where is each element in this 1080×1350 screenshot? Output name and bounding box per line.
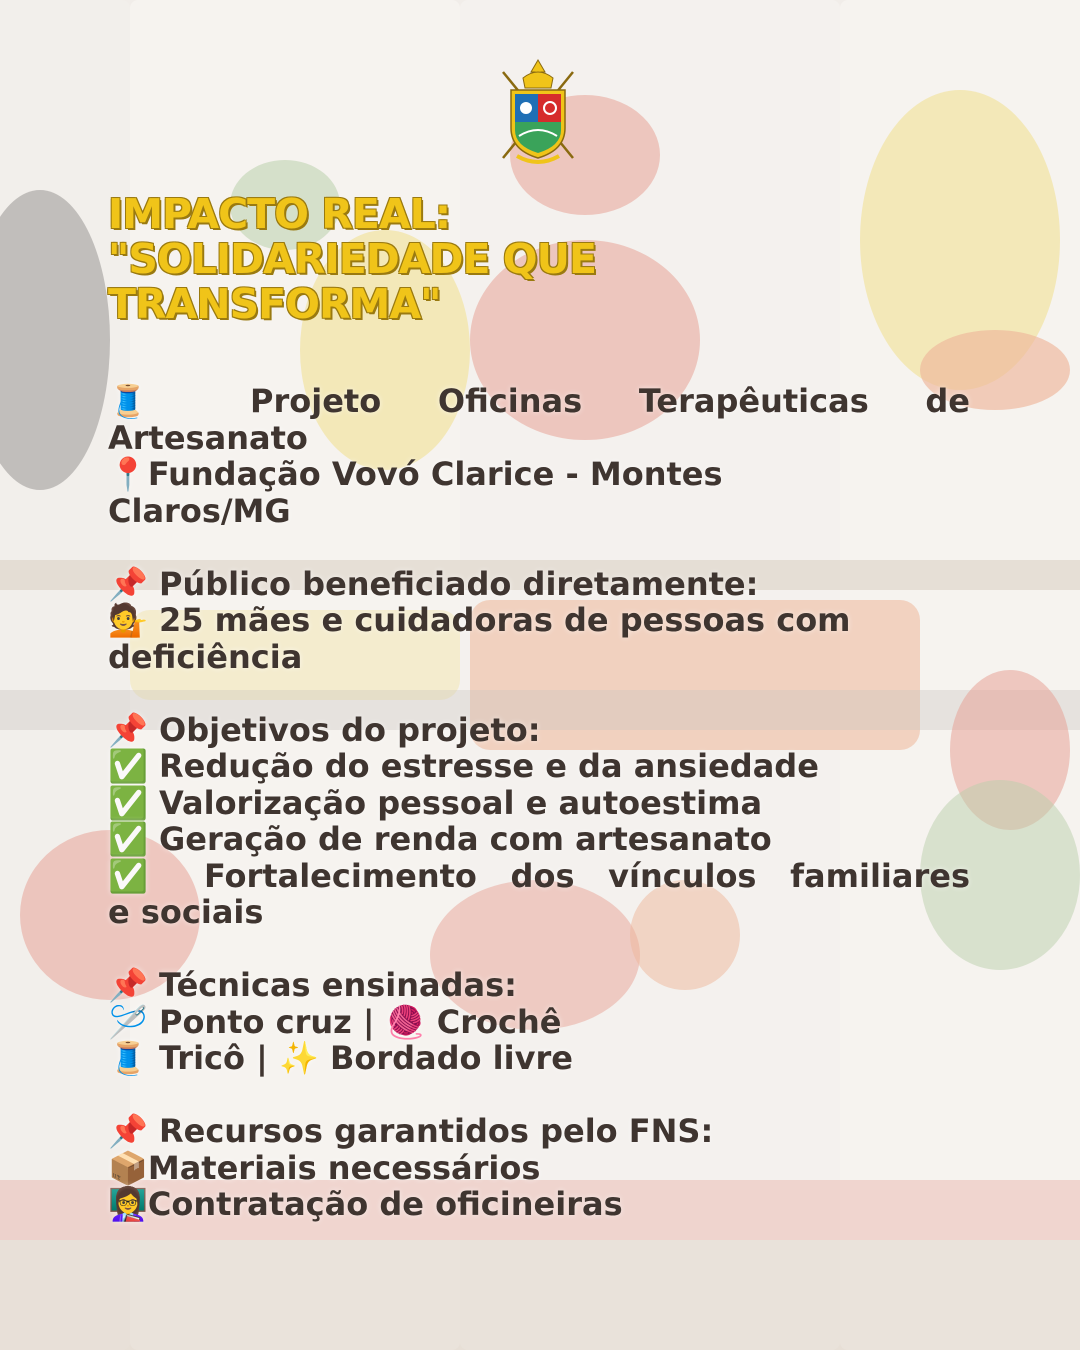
resource-item [108, 1186, 970, 1223]
technique-text: Crochê [425, 1002, 562, 1041]
technique-text: Bordado livre [318, 1039, 573, 1077]
pushpin-icon: 📌 [108, 966, 148, 1004]
objective-text: Fortalecimento dos vínculos familiares [170, 856, 971, 895]
woman-tipping-hand-icon: 💁 [108, 601, 148, 639]
resources-heading [108, 1113, 970, 1150]
page-title [108, 192, 728, 327]
techniques-heading [108, 967, 970, 1004]
check-mark-icon: ✅ [108, 820, 148, 858]
techniques-line-2 [108, 1040, 970, 1077]
technique-text: Ponto cruz | [147, 1002, 386, 1041]
project-name-cont: Artesanato [108, 418, 308, 457]
resource-item [108, 1150, 970, 1187]
sparkles-icon: ✨ [278, 1039, 319, 1077]
post-content [108, 383, 970, 1223]
title-line-3: TRANSFORMA" [108, 280, 441, 328]
objective-item [108, 821, 970, 858]
project-location-text: Fundação Vovó Clarice - Montes [147, 455, 723, 493]
check-mark-icon: ✅ [108, 747, 148, 785]
technique-text: Tricô | [147, 1039, 279, 1077]
title-line-2: "SOLIDARIEDADE QUE [108, 235, 596, 283]
objective-item [108, 785, 970, 822]
pin-icon: 📍 [108, 455, 148, 493]
objective-text: Redução do estresse e da ansiedade [147, 747, 819, 785]
public-item-cont: deficiência [108, 637, 303, 676]
resource-text: Materiais necessários [147, 1148, 541, 1187]
check-mark-icon: ✅ [108, 783, 148, 822]
objectives-heading [108, 712, 970, 749]
project-name-line [108, 383, 970, 420]
diocese-crest-logo [493, 58, 583, 170]
thread-icon: 🧵 [108, 1039, 148, 1077]
techniques-line-1 [108, 1004, 970, 1041]
techniques-heading-text: Técnicas ensinadas: [147, 966, 517, 1004]
project-location-line [108, 456, 970, 493]
title-line-1: IMPACTO REAL: [108, 190, 451, 238]
pushpin-icon: 📌 [108, 1112, 148, 1150]
resource-text: Contratação de oficineiras [147, 1185, 623, 1223]
resources-heading-text: Recursos garantidos pelo FNS: [147, 1112, 714, 1150]
package-icon: 📦 [108, 1148, 148, 1187]
pushpin-icon: 📌 [108, 710, 148, 749]
yarn-icon: 🧶 [385, 1002, 426, 1041]
objective-text: Valorização pessoal e autoestima [147, 783, 763, 822]
public-heading [108, 566, 970, 603]
thread-icon: 🧵 [108, 382, 194, 420]
public-heading-text: Público beneficiado diretamente: [147, 564, 759, 603]
objective-item-cont: e sociais [108, 893, 264, 931]
check-mark-icon: ✅ [108, 856, 171, 895]
public-item-text: 25 mães e cuidadoras de pessoas com [147, 601, 851, 639]
objective-item [108, 858, 970, 895]
project-name-text: Projeto Oficinas Terapêuticas de [193, 382, 971, 420]
objective-item [108, 748, 970, 785]
objectives-heading-text: Objetivos do projeto: [147, 710, 541, 749]
public-item [108, 602, 970, 639]
woman-teacher-icon: 👩‍🏫 [108, 1185, 148, 1223]
project-location-cont: Claros/MG [108, 491, 291, 530]
objective-text: Geração de renda com artesanato [147, 820, 772, 858]
pushpin-icon: 📌 [108, 564, 148, 603]
sewing-needle-icon: 🪡 [108, 1002, 148, 1041]
